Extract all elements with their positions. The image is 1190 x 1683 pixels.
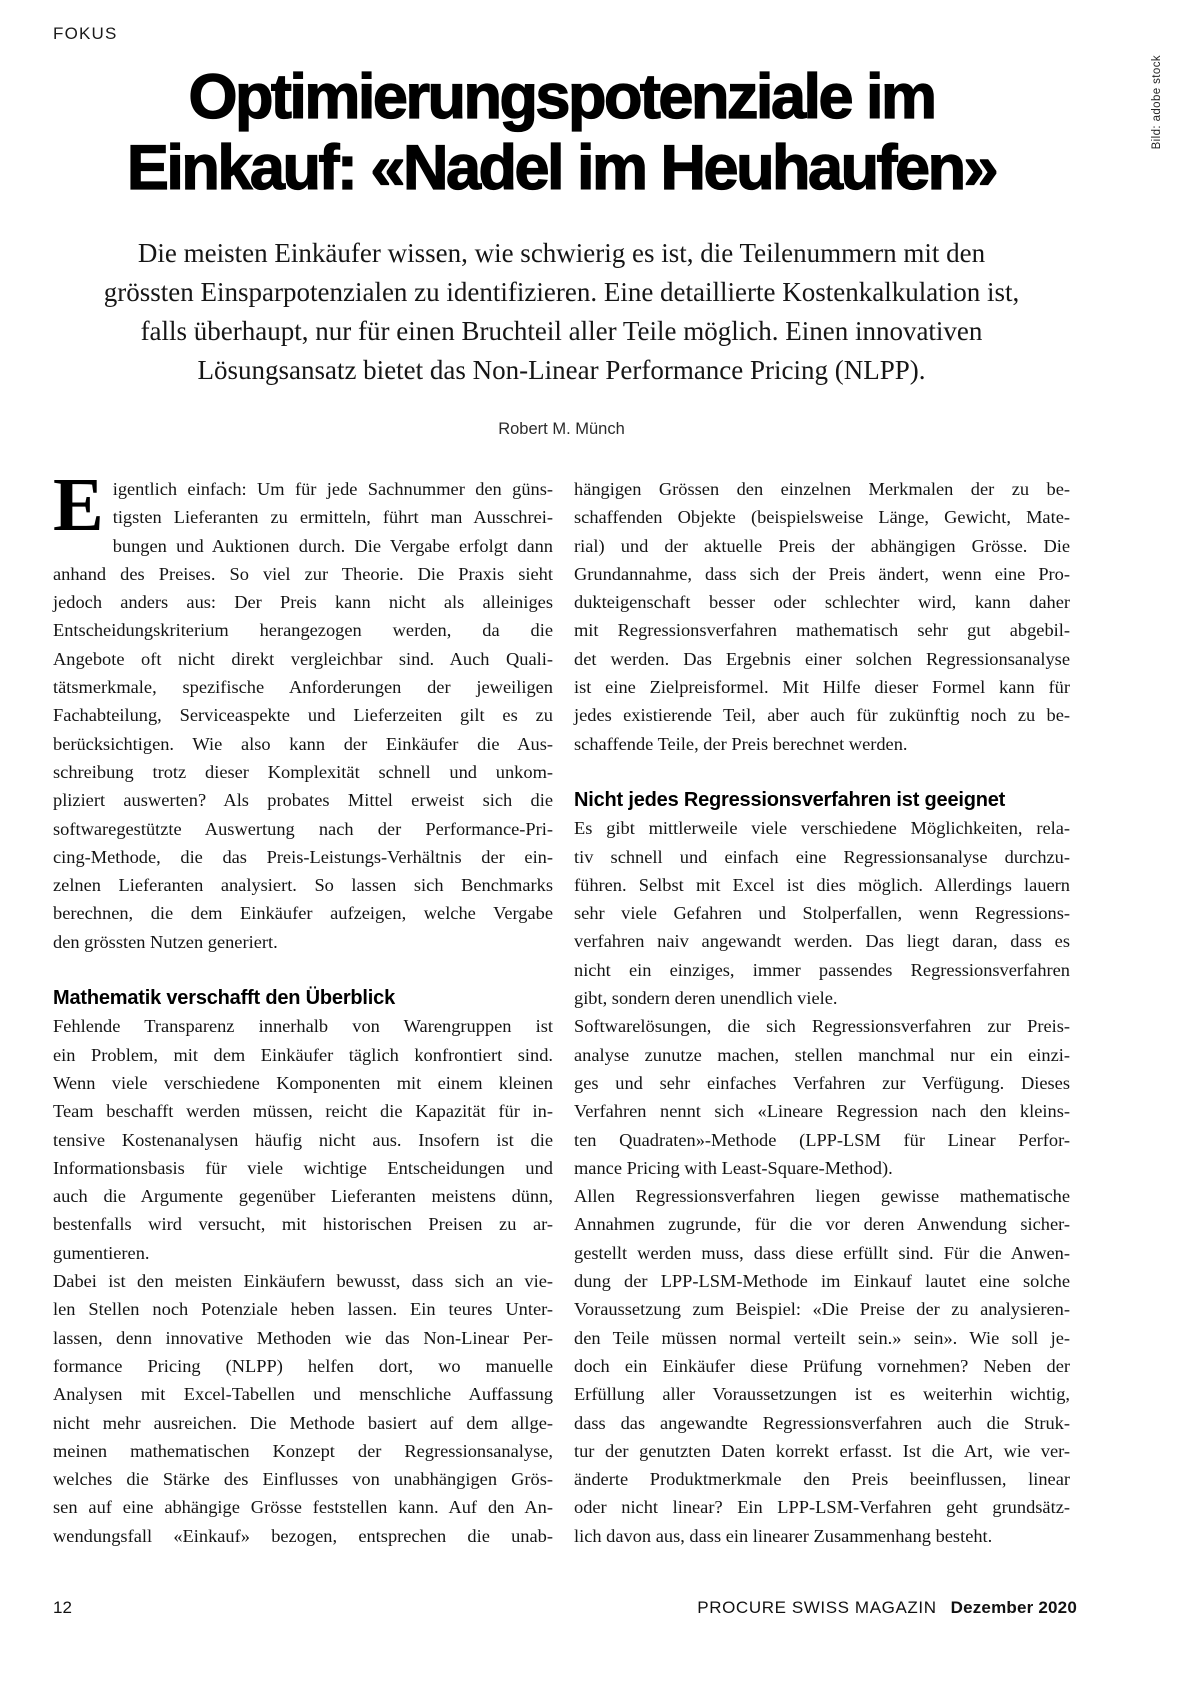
- body-line: len Stellen noch Potenziale heben lassen. Ein teures Unter-: [53, 1299, 553, 1320]
- body-line: nicht mehr ausreichen. Die Methode basiert auf dem allge-: [53, 1412, 553, 1433]
- body-line: gibt, sondern deren unendlich viele.: [574, 988, 838, 1009]
- body-line: ist eine Zielpreisformel. Mit Hilfe dieser Formel kann für: [574, 677, 1070, 698]
- body-line: rial) und der aktuelle Preis der abhängigen Grösse. Die: [574, 535, 1070, 556]
- body-line: nicht ein einziges, immer passendes Regressionsverfahren: [574, 959, 1070, 980]
- body-line: dung der LPP-LSM-Methode im Einkauf lautet eine solche: [574, 1271, 1070, 1292]
- body-line: Voraussetzung zum Beispiel: «Die Preise der zu analysieren-: [574, 1299, 1070, 1320]
- body-line: Wenn viele verschiedene Komponenten mit einem kleinen: [53, 1072, 553, 1093]
- paragraph: [53, 463, 553, 956]
- body-line: lassen, denn innovative Methoden wie das Non-Linear Per-: [53, 1327, 553, 1348]
- section-kicker: FOKUS: [53, 24, 118, 43]
- body-line: Analysen mit Excel-Tabellen und menschliche Auffassung: [53, 1384, 553, 1405]
- body-line: welches die Stärke des Einflusses von unabhängigen Grös-: [53, 1469, 553, 1490]
- body-line: wendungsfall «Einkauf» bezogen, entsprechen die unab-: [53, 1525, 553, 1546]
- body-line: formance Pricing (NLPP) helfen dort, wo manuelle: [53, 1355, 553, 1376]
- body-line: meinen mathematischen Konzept der Regressionsanalyse,: [53, 1440, 553, 1461]
- photo-credit: Bild: adobe stock: [1151, 55, 1163, 150]
- body-line: dukteigenschaft besser oder schlechter wird, kann daher: [574, 592, 1070, 613]
- body-line: Grundannahme, dass sich der Preis ändert, wenn eine Pro-: [574, 563, 1070, 584]
- body-line: schaffende Teile, der Preis berechnet werden.: [574, 733, 908, 754]
- paragraph: [53, 1012, 553, 1267]
- body-line: gestellt werden muss, dass diese erfüllt sind. Für die Anwen-: [574, 1242, 1070, 1263]
- right-column: [574, 475, 1070, 1550]
- paragraph: [574, 475, 1070, 758]
- magazine-name: PROCURE SWISS MAGAZIN: [697, 1598, 937, 1617]
- body-line: mance Pricing with Least-Square-Method).: [574, 1157, 893, 1178]
- body-line: tigsten Lieferanten zu ermitteln, führt man Ausschrei-: [112, 507, 553, 528]
- lead-line: Lösungsansatz bietet das Non-Linear Performance Pricing (NLPP).: [197, 355, 926, 385]
- body-line: Angebote oft nicht direkt vergleichbar sind. Auch Quali-: [53, 648, 553, 669]
- body-line: mit Regressionsverfahren mathematisch sehr gut abgebil-: [574, 620, 1070, 641]
- body-line: hängigen Grössen den einzelnen Merkmalen der zu be-: [574, 479, 1070, 499]
- body-line: berechnen, die dem Einkäufer aufzeigen, welche Vergabe: [53, 903, 553, 924]
- page-number: 12: [53, 1598, 72, 1617]
- body-line: den Teile müssen normal verteilt sein.» sein». Wie soll je-: [574, 1327, 1070, 1348]
- body-line: tätsmerkmale, spezifische Anforderungen der jeweiligen: [53, 677, 553, 698]
- body-line: tur der genutzten Daten korrekt erfasst. Ist die Art, wie ver-: [574, 1440, 1070, 1461]
- body-line: Entscheidungskriterium herangezogen werden, da die: [53, 620, 553, 641]
- drop-cap: E: [53, 463, 104, 547]
- article-body: [53, 463, 1070, 1550]
- issue-date: Dezember 2020: [950, 1598, 1077, 1617]
- body-line: oder nicht linear? Ein LPP-LSM-Verfahren geht grundsätz-: [574, 1497, 1070, 1518]
- body-line: Team beschafft werden müssen, reicht die Kapazität für in-: [53, 1101, 553, 1122]
- body-line: bungen und Auktionen durch. Die Vergabe erfolgt dann: [112, 535, 553, 556]
- body-line: auch die Argumente gegenüber Lieferanten meistens dünn,: [53, 1186, 553, 1207]
- body-line: Annahmen zugrunde, für die vor deren Anwendung sicher-: [574, 1214, 1070, 1235]
- body-line: ten Quadraten»-Methode (LPP-LSM für Linear Perfor-: [574, 1129, 1070, 1150]
- body-line: führen. Selbst mit Excel ist dies möglich. Allerdings lauern: [574, 874, 1070, 895]
- section-heading: Nicht jedes Regressionsverfahren ist geeignet: [574, 788, 1006, 811]
- paragraph: [574, 1012, 1070, 1182]
- body-line: schaffenden Objekte (beispielsweise Länge, Gewicht, Mate-: [574, 507, 1070, 528]
- lead-line: falls überhaupt, nur für einen Bruchteil aller Teile möglich. Einen innovativen: [140, 316, 983, 346]
- body-line: verfahren naiv angewandt werden. Das liegt daran, dass es: [574, 931, 1070, 952]
- body-line: cing-Methode, die das Preis-Leistungs-Verhältnis der ein-: [53, 846, 553, 867]
- body-line: berücksichtigen. Wie also kann der Einkäufer die Aus-: [53, 733, 553, 754]
- body-line: jedes existierende Teil, aber auch für zukünftig noch zu be-: [574, 705, 1070, 726]
- body-line: sehr viele Gefahren und Stolperfallen, wenn Regressions-: [574, 903, 1070, 924]
- body-line: anhand des Preises. So viel zur Theorie. Die Praxis sieht: [53, 563, 553, 584]
- body-line: ein Problem, mit dem Einkäufer täglich konfrontiert sind.: [53, 1044, 553, 1065]
- body-line: schreibung trotz dieser Komplexität schnell und unkom-: [53, 761, 553, 782]
- body-line: ges und sehr einfaches Verfahren zur Verfügung. Dieses: [574, 1072, 1070, 1093]
- body-line: doch ein Einkäufer diese Prüfung vornehmen? Neben der: [574, 1355, 1070, 1376]
- lead-line: Die meisten Einkäufer wissen, wie schwierig es ist, die Teilenummern mit den: [137, 238, 986, 268]
- paragraph: [574, 814, 1070, 1012]
- body-line: tiv schnell und einfach eine Regressionsanalyse durchzu-: [574, 846, 1070, 867]
- lead-line: grössten Einsparpotenzialen zu identifizieren. Eine detaillierte Kostenkalkulation ist,: [103, 277, 1020, 307]
- body-line: lich davon aus, dass ein linearer Zusammenhang besteht.: [574, 1525, 993, 1546]
- paragraph: [574, 1182, 1070, 1550]
- headline-line-1: Optimierungspotenziale im: [188, 62, 935, 132]
- body-line: Softwarelösungen, die sich Regressionsverfahren zur Preis-: [574, 1016, 1070, 1037]
- paragraph: [53, 1267, 553, 1550]
- body-line: Es gibt mittlerweile viele verschiedene Möglichkeiten, rela-: [574, 818, 1070, 839]
- section-heading: Mathematik verschafft den Überblick: [53, 987, 395, 1010]
- footer-right: [697, 1598, 1077, 1618]
- body-line: Erfüllung aller Voraussetzungen ist es weiterhin wichtig,: [574, 1384, 1070, 1405]
- lead-paragraph: [53, 234, 1070, 390]
- headline-line-2: Einkauf: «Nadel im Heuhaufen»: [126, 133, 997, 203]
- body-line: Fehlende Transparenz innerhalb von Warengruppen ist: [53, 1016, 553, 1037]
- body-line: Dabei ist den meisten Einkäufern bewusst, dass sich an vie-: [53, 1271, 553, 1292]
- page-content: [53, 0, 1070, 1550]
- body-line: analyse zunutze machen, stellen manchmal nur ein einzi-: [574, 1044, 1070, 1065]
- body-line: bestenfalls wird versucht, mit historischen Preisen zu ar-: [53, 1214, 553, 1235]
- body-line: igentlich einfach: Um für jede Sachnummer den güns-: [112, 479, 553, 499]
- left-column: [53, 463, 553, 1550]
- body-line: dass das angewandte Regressionsverfahren auch die Struk-: [574, 1412, 1070, 1433]
- body-line: den grössten Nutzen generiert.: [53, 931, 278, 952]
- body-line: zelnen Lieferanten analysiert. So lassen sich Benchmarks: [53, 875, 553, 896]
- body-line: Verfahren nennt sich «Lineare Regression nach den kleins-: [574, 1101, 1070, 1122]
- body-line: tensive Kostenanalysen häufig nicht aus. Insofern ist die: [53, 1129, 553, 1150]
- body-line: sen auf eine abhängige Grösse feststellen kann. Auf den An-: [53, 1497, 553, 1518]
- body-line: det werden. Das Ergebnis einer solchen Regressionsanalyse: [574, 648, 1070, 669]
- body-line: Informationsbasis für viele wichtige Entscheidungen und: [53, 1157, 553, 1178]
- body-line: pliziert auswerten? Als probates Mittel erweist sich die: [53, 790, 553, 811]
- body-line: gumentieren.: [53, 1242, 150, 1263]
- body-line: jedoch anders aus: Der Preis kann nicht als alleiniges: [53, 592, 553, 613]
- author-name: Robert M. Münch: [498, 420, 625, 438]
- body-line: Fachabteilung, Serviceaspekte und Lieferzeiten gilt es zu: [53, 705, 553, 726]
- article-headline: [53, 62, 1070, 204]
- body-line: Allen Regressionsverfahren liegen gewisse mathematische: [574, 1186, 1070, 1207]
- body-line: softwaregestützte Auswertung nach der Performance-Pri-: [53, 818, 553, 839]
- body-line: änderte Produktmerkmale den Preis beeinflussen, linear: [574, 1469, 1070, 1490]
